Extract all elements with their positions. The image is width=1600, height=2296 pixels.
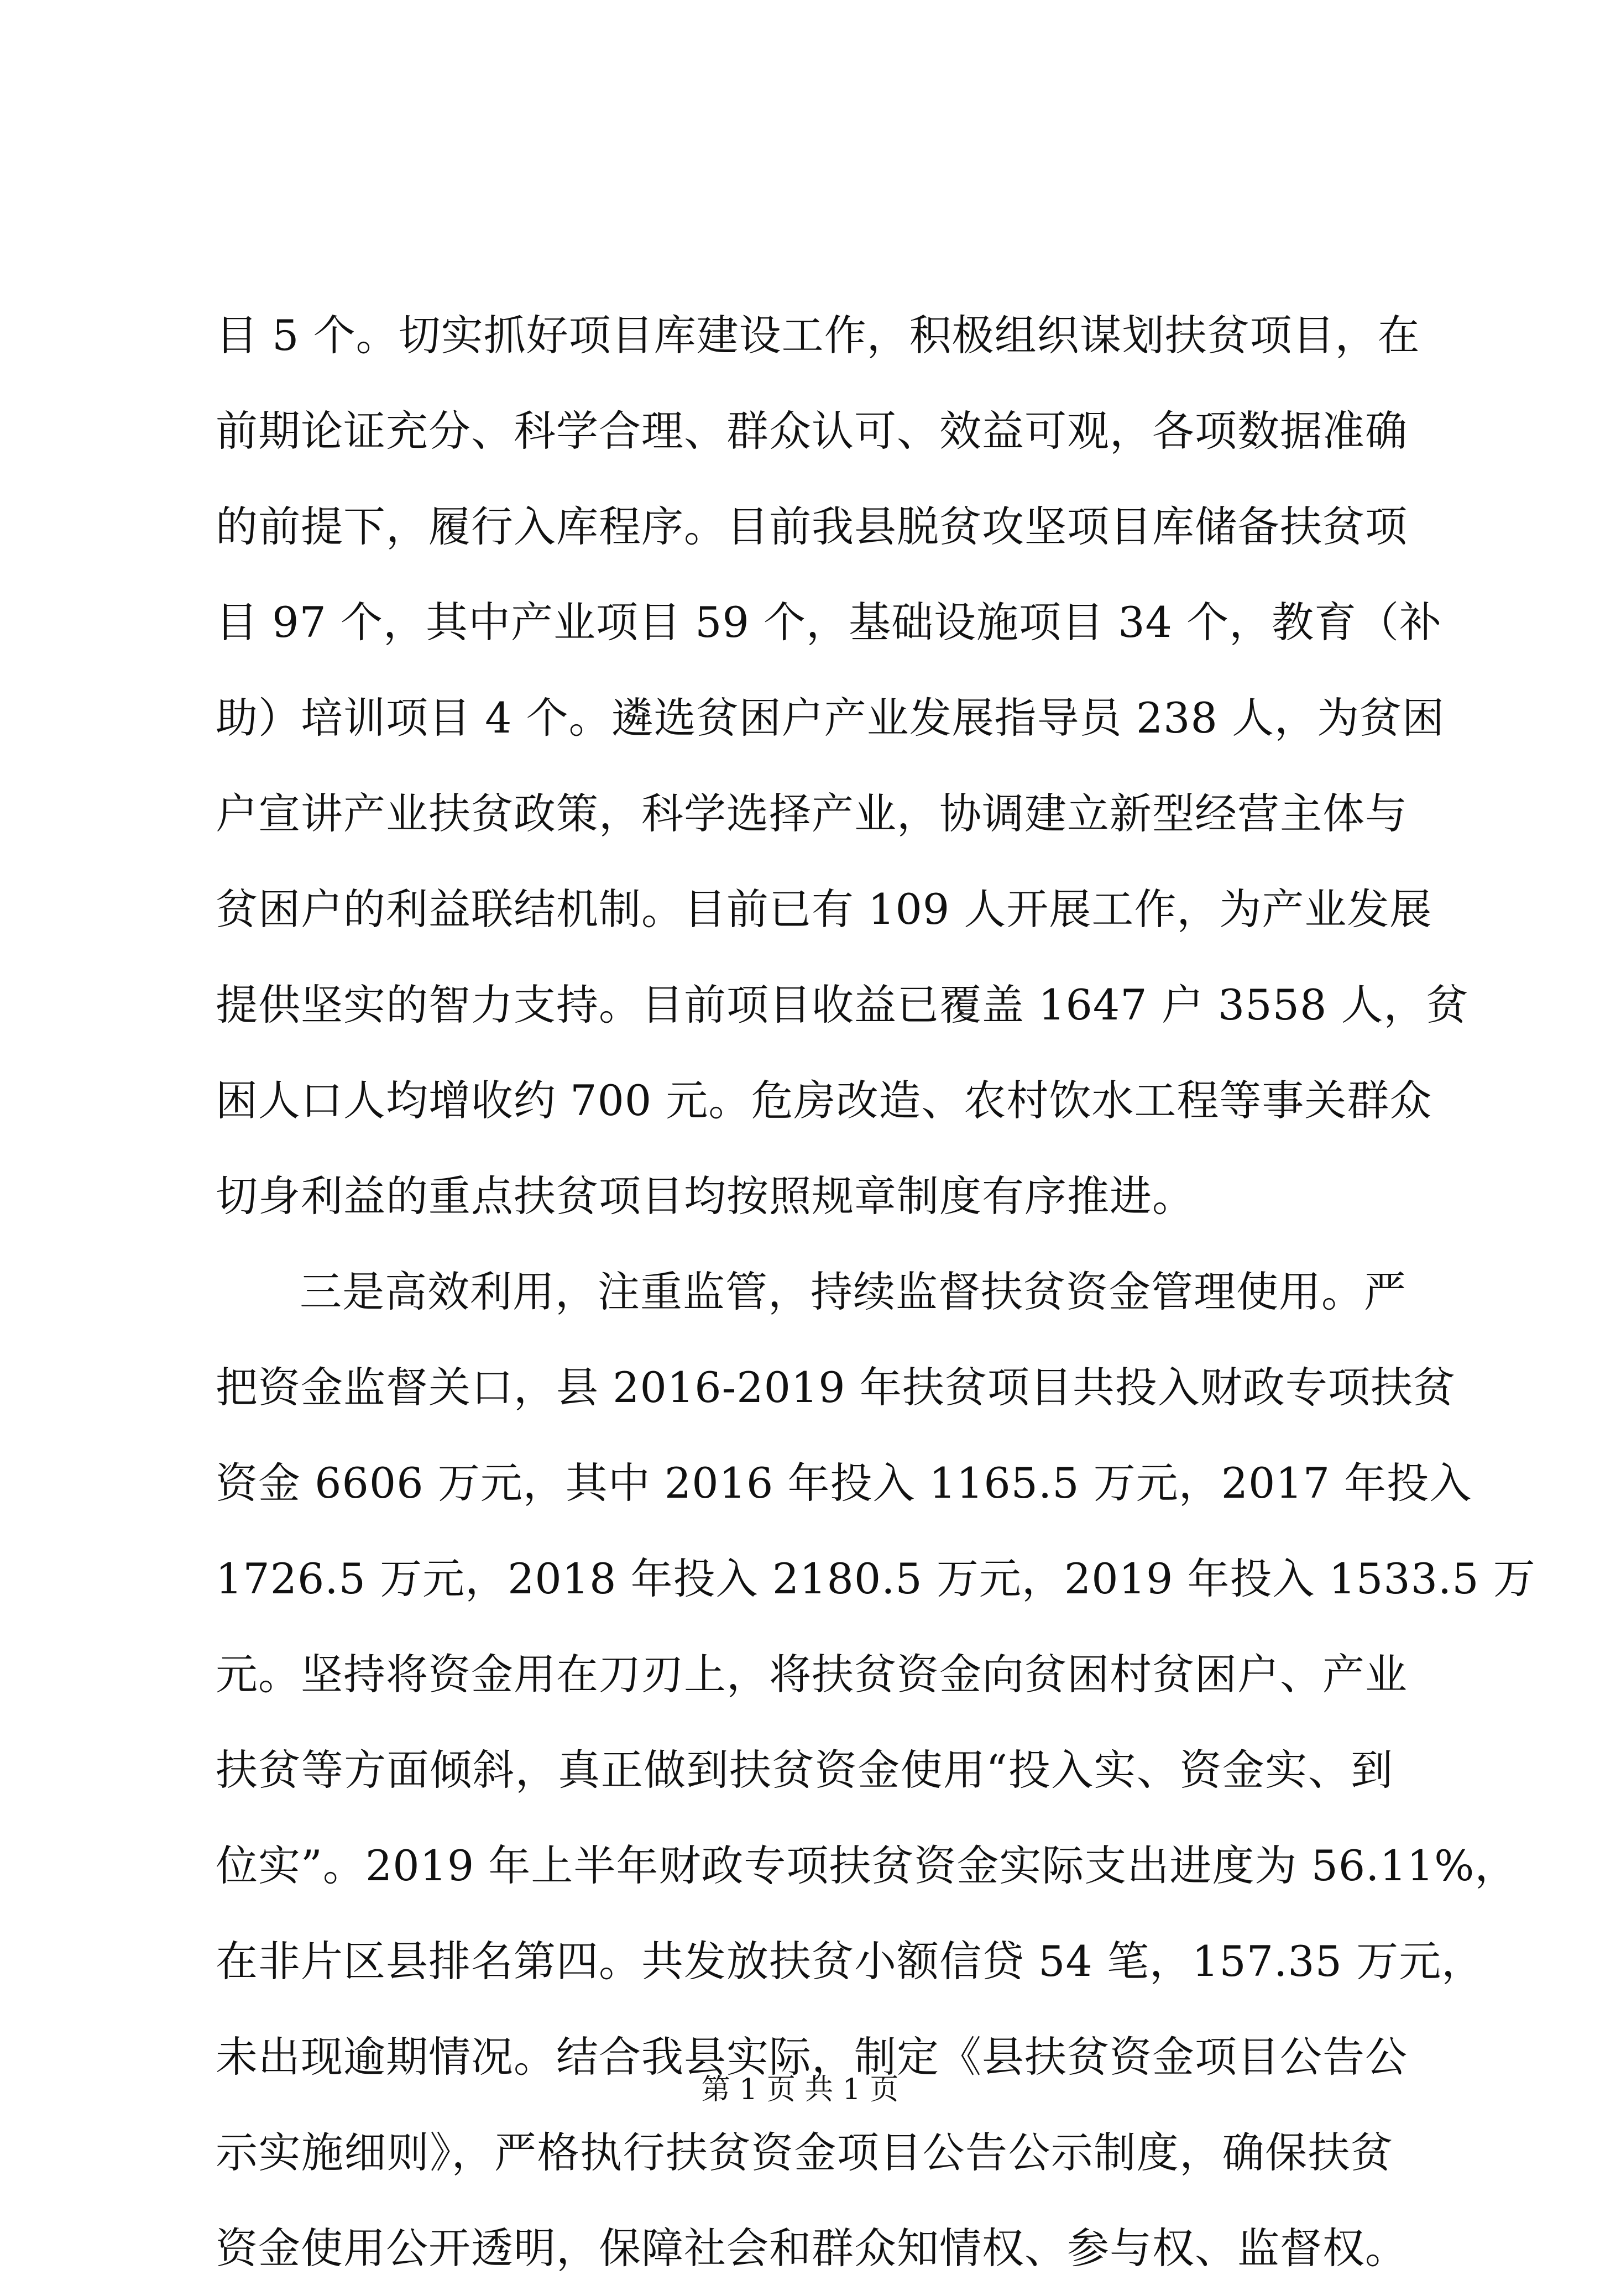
text-line-4: 目 97 个，其中产业项目 59 个，基础设施项目 34 个，教育（补 <box>216 598 1442 647</box>
text-line-2: 前期论证充分、科学合理、群众认可、效益可观，各项数据准确 <box>216 406 1408 456</box>
text-line-6: 户宣讲产业扶贫政策，科学选择产业，协调建立新型经营主体与 <box>216 789 1408 838</box>
text-line-1: 目 5 个。切实抓好项目库建设工作，积极组织谋划扶贫项目，在 <box>216 311 1420 360</box>
text-line-9: 困人口人均增收约 700 元。危房改造、农村饮水工程等事关群众 <box>216 1076 1432 1125</box>
text-line-11: 三是高效利用，注重监管，持续监督扶贫资金管理使用。严 <box>300 1267 1406 1316</box>
text-line-15: 元。坚持将资金用在刀刃上，将扶贫资金向贫困村贫困户、产业 <box>216 1650 1408 1699</box>
text-line-18: 在非片区县排名第四。共发放扶贫小额信贷 54 笔，157.35 万元， <box>216 1937 1484 1986</box>
text-line-13: 资金 6606 万元，其中 2016 年投入 1165.5 万元，2017 年投入 <box>216 1458 1472 1508</box>
text-line-12: 把资金监督关口，县 2016-2019 年扶贫项目共投入财政专项扶贫 <box>216 1363 1456 1412</box>
text-line-10: 切身利益的重点扶贫项目均按照规章制度有序推进。 <box>216 1171 1195 1221</box>
text-line-7: 贫困户的利益联结机制。目前已有 109 人开展工作，为产业发展 <box>216 885 1432 934</box>
body-text <box>216 287 1536 2296</box>
text-line-17: 位实”。2019 年上半年财政专项扶贫资金实际支出进度为 56.11%， <box>216 1841 1518 1890</box>
text-line-14: 1726.5 万元，2018 年投入 2180.5 万元，2019 年投入 1533.5 万 <box>216 1554 1536 1603</box>
text-line-3: 的前提下，履行入库程序。目前我县脱贫攻坚项目库储备扶贫项 <box>216 502 1408 551</box>
text-line-20: 示实施细则》，严格执行扶贫资金项目公告公示制度，确保扶贫 <box>216 2128 1393 2177</box>
page-number-footer: 第 1 页 共 1 页 <box>701 2073 899 2106</box>
text-line-5: 助）培训项目 4 个。遴选贫困户产业发展指导员 238 人，为贫困 <box>216 693 1445 742</box>
text-line-16: 扶贫等方面倾斜，真正做到扶贫资金使用“投入实、资金实、到 <box>216 1745 1393 1795</box>
text-line-8: 提供坚实的智力支持。目前项目收益已覆盖 1647 户 3558 人，贫 <box>216 980 1469 1029</box>
text-line-19: 未出现逾期情况。结合我县实际，制定《县扶贫资金项目公告公 <box>216 2032 1408 2081</box>
text-line-21: 资金使用公开透明，保障社会和群众知情权、参与权、监督权。 <box>216 2224 1408 2273</box>
